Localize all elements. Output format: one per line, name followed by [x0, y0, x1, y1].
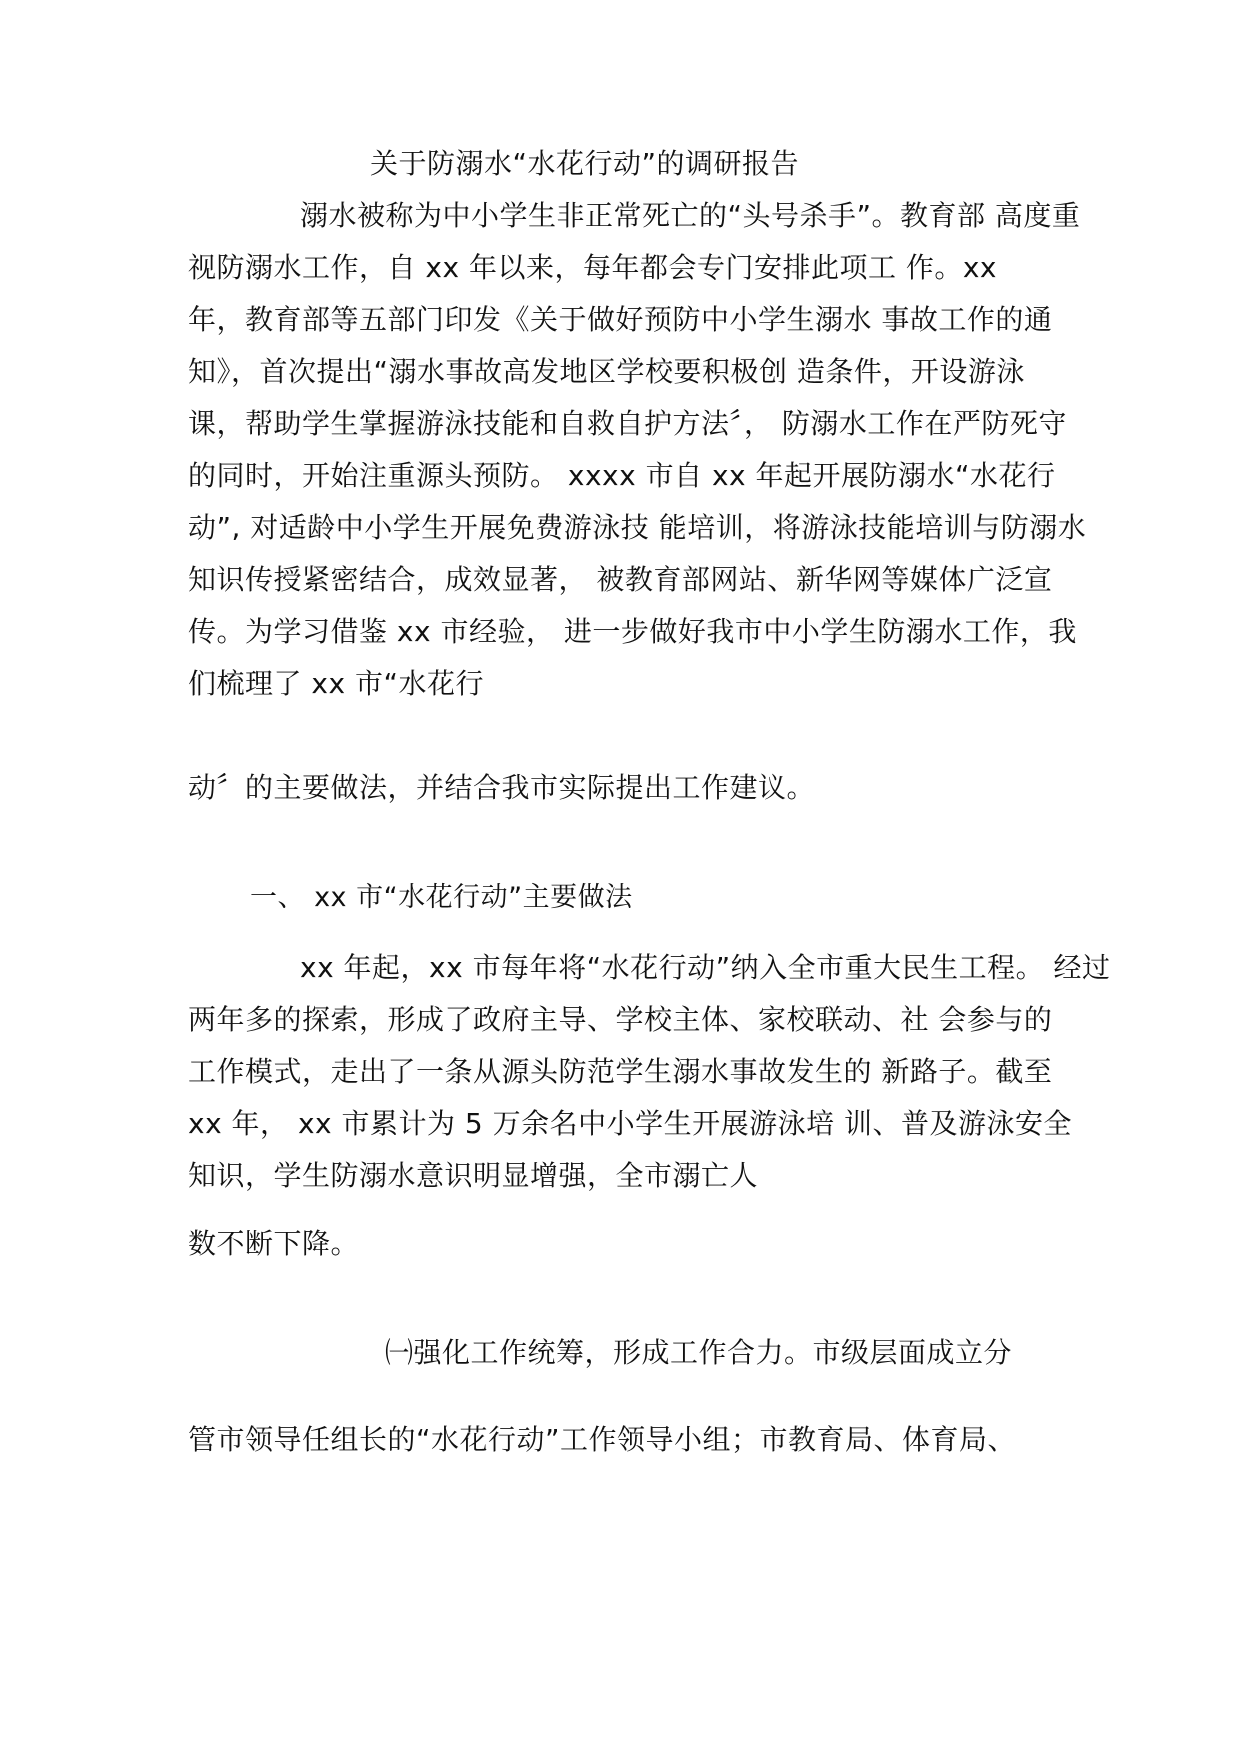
- paragraph-line: 课，帮助学生掌握游泳技能和自救自护方法〞， 防溺水工作在严防死守: [188, 407, 1067, 440]
- paragraph-line: xx 年起，xx 市每年将“水花行动”纳入全市重大民生工程。 经过: [300, 951, 1111, 984]
- paragraph-line: 管市领导任组长的“水花行动”工作领导小组；市教育局、体育局、: [188, 1423, 1017, 1456]
- paragraph-line: 溺水被称为中小学生非正常死亡的“头号杀手”。教育部 高度重: [300, 199, 1081, 232]
- paragraph-line: 知识传授紧密结合，成效显著， 被教育部网站、新华网等媒体广泛宣: [188, 563, 1053, 596]
- paragraph-line: 工作模式，走出了一条从源头防范学生溺水事故发生的 新路子。截至: [188, 1055, 1053, 1088]
- paragraph-line: 的同时，开始注重源头预防。 xxxx 市自 xx 年起开展防溺水“水花行: [188, 459, 1056, 492]
- paragraph-line: 们梳理了 xx 市“水花行: [188, 667, 484, 700]
- section-heading: 一、 xx 市“水花行动”主要做法: [250, 882, 633, 913]
- paragraph-line: 数不断下降。: [188, 1227, 360, 1260]
- document-title: 关于防溺水“水花行动”的调研报告: [370, 147, 800, 180]
- paragraph-line: 视防溺水工作，自 xx 年以来，每年都会专门安排此项工 作。xx: [188, 251, 997, 284]
- paragraph-line: 传。为学习借鉴 xx 市经验， 进一步做好我市中小学生防溺水工作，我: [188, 615, 1077, 648]
- subsection-heading: ㈠强化工作统筹，形成工作合力。市级层面成立分: [385, 1336, 1013, 1369]
- paragraph-line: 两年多的探索，形成了政府主导、学校主体、家校联动、社 会参与的: [188, 1003, 1053, 1036]
- paragraph-line: 动”, 对适龄中小学生开展免费游泳技 能培训，将游泳技能培训与防溺水: [188, 511, 1087, 544]
- paragraph-line: xx 年， xx 市累计为 5 万余名中小学生开展游泳培 训、普及游泳安全: [188, 1107, 1073, 1140]
- paragraph-line: 知识，学生防溺水意识明显增强，全市溺亡人: [188, 1159, 759, 1192]
- paragraph-line: 动〞的主要做法，并结合我市实际提出工作建议。: [188, 771, 816, 804]
- paragraph-line: 年，教育部等五部门印发《关于做好预防中小学生溺水 事故工作的通: [188, 303, 1053, 336]
- paragraph-line: 知》，首次提出“溺水事故高发地区学校要积极创 造条件，开设游泳: [188, 355, 1025, 388]
